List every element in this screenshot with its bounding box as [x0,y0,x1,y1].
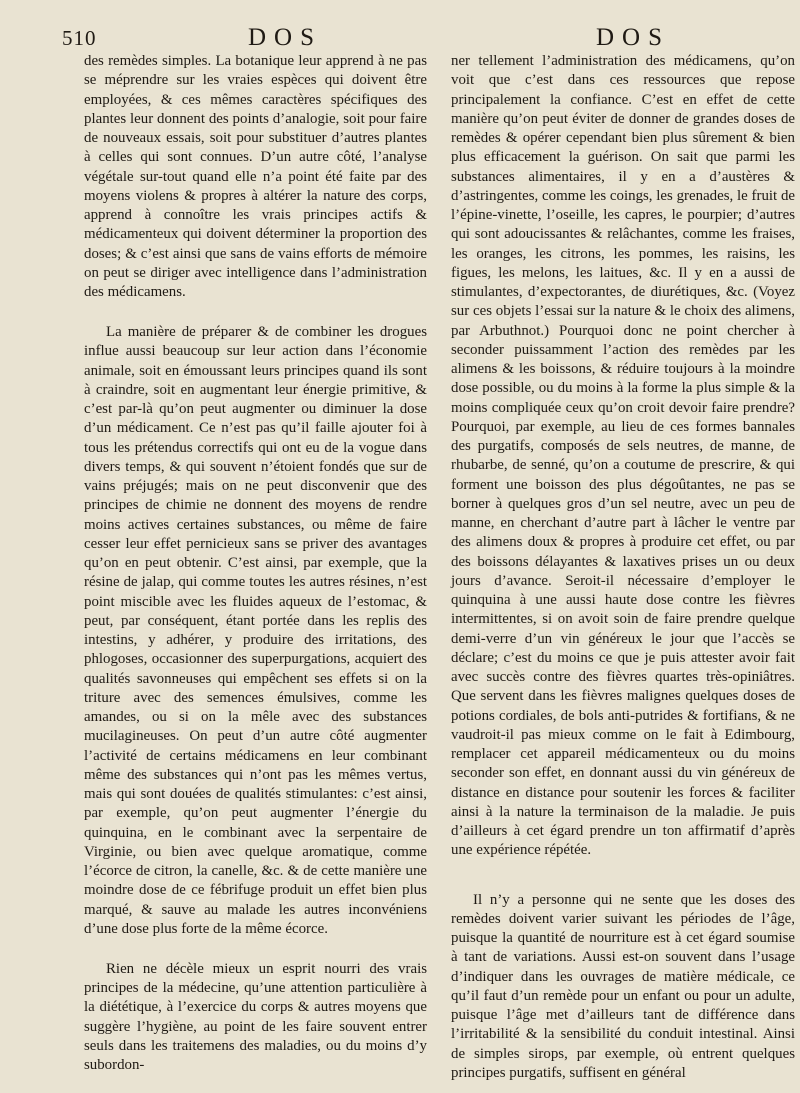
running-head-left: DOS [248,24,323,51]
paragraph: Il n’y a personne qui ne sente que les doses des remèdes doivent varier suivant les périodes de l’âge, puisque la quantité de nourriture est à cet égard soumise à tant de variations. Aussi est-on souvent dans l’usage d’indiquer dans les ouvrages de matière médicale, ce qu’il faut d’un remède pour un enfant ou pour un adulte, puisque l’âge met d’ailleurs tant de différence dans l’irritabilité & la sensibilité du conduit intestinal. Ainsi de simples sirops, par exemple, où entrent quelques principes purgatifs, suffisent en général [451,891,795,1081]
right-column [451,52,795,1083]
paragraph: Rien ne décèle mieux un esprit nourri des vrais principes de la médecine, qu’une attention particulière à la diététique, à l’exercice du corps & autres moyens que suggère l’hygiène, au point de les faire souvent entrer seuls dans les traitemens des maladies, ou du moins d’y subordon- [84,960,427,1073]
running-head-right: DOS [596,24,671,51]
left-column [84,52,427,1075]
paragraph: La manière de préparer & de combiner les drogues influe aussi beaucoup sur leur action dans l’économie animale, soit en émoussant leurs principes quand ils sont à craindre, soit en augmentant leur énergie primitive, & c’est par-là qu’on peut augmenter ou diminuer la dose d’un médicament. Ce n’est pas qu’il faille ajouter foi à tous les prétendus correctifs qui ont eu de la vogue dans divers temps, & qui souvent n’étoient fondés que sur de vains préjugés; mais on ne peut disconvenir que des principes de chimie ne donnent des moyens de rendre moins actives certaines substances, ou même de faire cesser leur effet pernicieux sans se priver des avantages qu’on en peut obtenir. C’est ainsi, par exemple, que la résine de jalap, qui comme toutes les autres résines, n’est point miscible avec les fluides aqueux de l’estomac, & peut, par conséquent, étant portée dans les replis des intestins, y adhérer, y produire des irritations, des phlogoses, occasionner des superpurgations, acquiert des qualités savonneuses qui empêchent ses effets si on la triture avec des semences émulsives, comme les amandes, ou si on la mêle avec des substances mucilagineuses. On peut d’un autre côté augmenter l’activité de certains médicamens en leur combinant même des substances qui n’ont pas les mêmes vertus, mais qui sont douées de qualités stimulantes: c’est ainsi, par exemple, qu’on peut augmenter l’énergie du quinquina, en le combinant avec la serpentaire de Virginie, ou bien avec quelque aromatique, comme l’écorce de citron, la canelle, &c. & de cette manière une moindre dose de ce fébrifuge produit un effet bien plus marqué, & sauve au malade les autres inconvéniens d’une dose plus forte de la même écorce. [84,324,427,937]
column-divider [438,52,439,1082]
page-number: 510 [62,26,97,50]
paragraph: des remèdes simples. La botanique leur apprend à ne pas se méprendre sur les vraies espèces qui doivent être employées, & ces mêmes caractères spécifiques des plantes leur donnent des points d’analogie, soit pour faire de nouveaux essais, soit pour substituer d’autres plantes à celles qui sont connues. D’un autre côté, l’analyse végétale sur-tout quand elle n’a point été faite par des moyens violens & propres à altérer la nature des corps, apprend à connoître les vrais principes actifs & médicamenteux qui doivent déterminer la proportion des doses; & c’est ainsi que sans de vains efforts de mémoire on peut se diriger avec intelligence dans l’administration des médicamens. [84,53,427,300]
page-header [0,18,800,52]
paragraph: ner tellement l’administration des médicamens, qu’on voit que c’est dans ces ressources que repose principalement la confiance. C’est en effet de cette manière qu’on peut éviter de donner de grandes doses de remèdes & opérer cependant bien plus sûrement & bien plus efficacement la guérison. On sait que parmi les substances alimentaires, il y en a d’austères & d’astringentes, comme les coings, les grenades, le fruit de l’épine-vinette, l’oseille, les capres, le pourpier; d’autres qui sont adoucissantes & relâchantes, comme les fraises, les oranges, les citrons, les pommes, les raisins, les figues, les melons, les laitues, &c. Il y en a aussi de stimulantes, d’expectorantes, de diurétiques, &c. (Voyez sur ces objets l’essai sur la nature & le choix des alimens, par Arbuthnot.) Pourquoi donc ne point chercher à seconder puissamment l’action des remèdes par les alimens & les boissons, & réduire toujours à la moindre dose possible, ou du moins à la forme la plus simple & la moins compliquée ceux qu’on croit devoir faire prendre? Pourquoi, par exemple, au lieu de ces formes bannales des purgatifs, composés de sels neutres, de manne, de rhubarbe, de senné, qu’on a coutume de prescrire, & qui forment une boisson des plus dégoûtantes, ne pas se borner à quelques gros d’un sel neutre, avec un peu de manne, en cherchant d’autre part à lâcher le ventre par des alimens doux & propres à produire cet effet, ou par des boissons délayantes & laxatives prises un ou deux jours d’avance. Seroit-il nécessaire d’employer le quinquina à une aussi haute dose contre les fièvres intermittentes, si on avoit soin de faire prendre quelque demi-verre d’un vin généreux le jour que l’accès se déclare; c’est du moins ce que je puis attester avoir fait avec succès contre des fièvres quartes très-opiniâtres. Que servent dans les fièvres malignes quelques doses de potions cordiales, de bols anti-putrides & fortifians, & ne vaudroit-il pas mieux comme on le fait à Edimbourg, remplacer cet appareil médicamenteux ou du moins seconder son effet, en donnant aussi du vin généreux de distance en distance pour soutenir les forces & faciliter ainsi à la nature la terminaison de la maladie. Je puis d’ailleurs à cet égard prendre un ton affirmatif d’après une expérience répétée. [451,53,795,859]
